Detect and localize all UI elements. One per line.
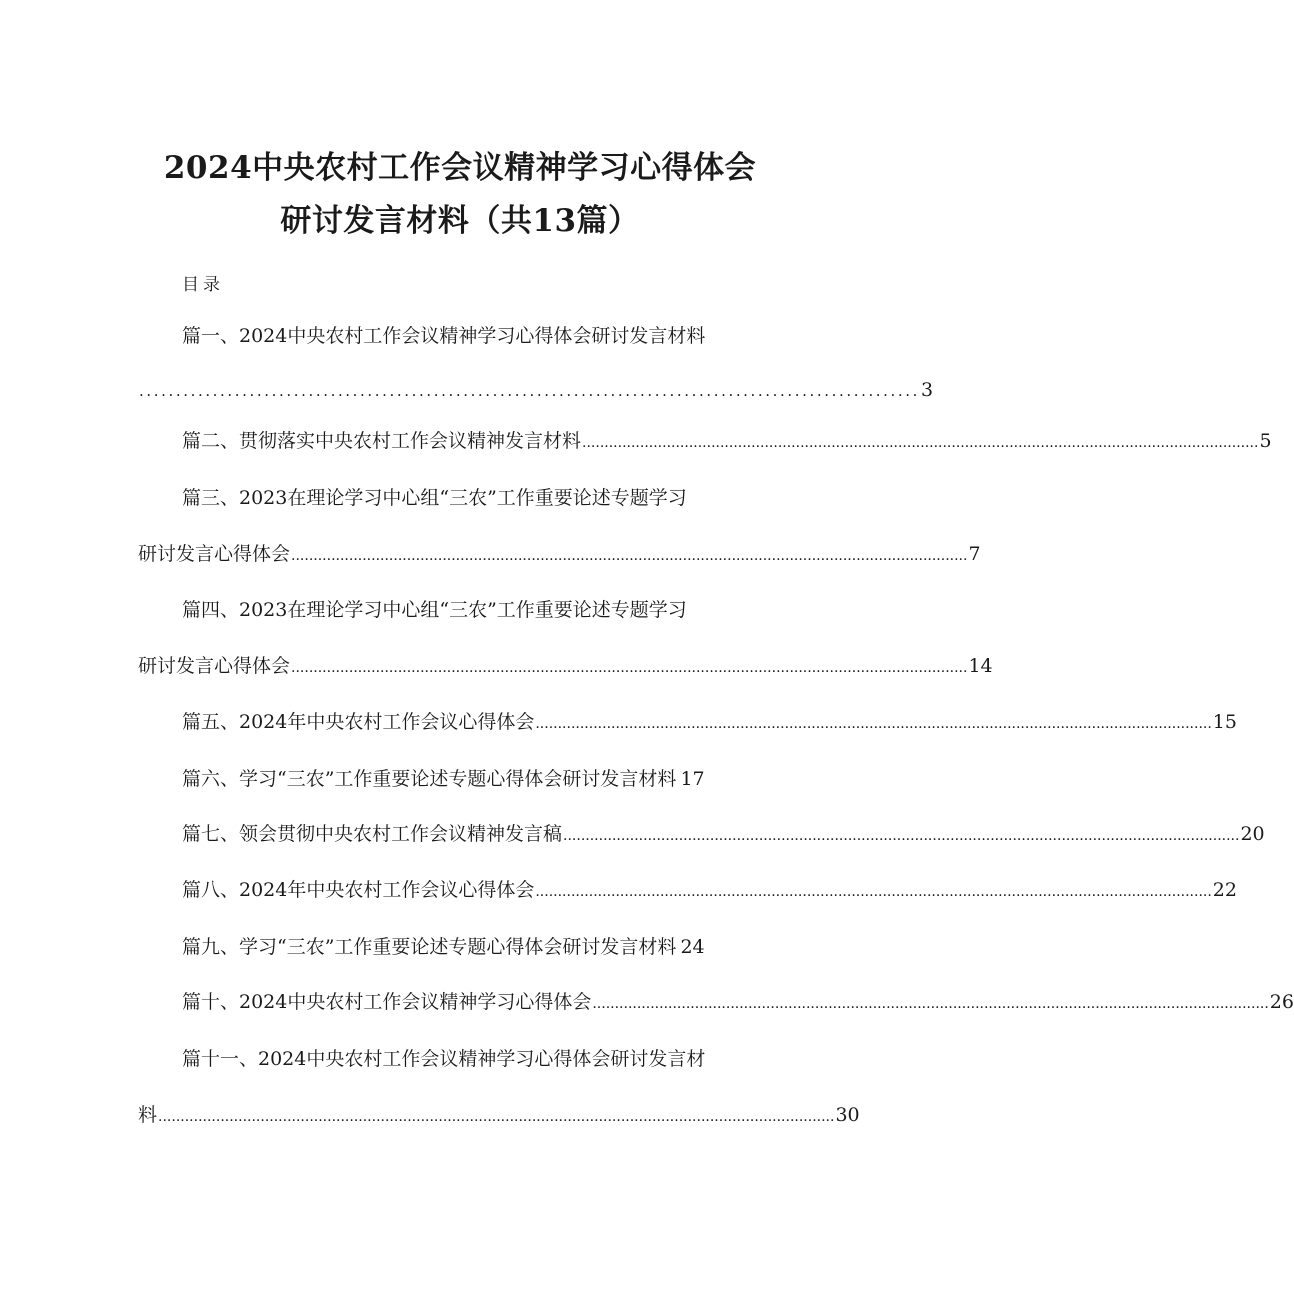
toc-entry-8[interactable] <box>182 875 1237 905</box>
toc-entry-5-page: 15 <box>1212 711 1237 733</box>
toc-leader-dots: ........................................................................................................................................................ <box>291 548 968 564</box>
toc-entry-4-page: 14 <box>968 655 993 677</box>
toc-entry-10-page: 26 <box>1269 991 1294 1013</box>
toc-entry-11-title: 篇十一、2024中央农村工作会议精神学习心得体会研讨发言材 <box>182 1048 706 1070</box>
toc-entry-7[interactable] <box>182 819 1265 849</box>
toc-entry-2-page: 5 <box>1259 430 1272 452</box>
toc-leader-dots: ........................................................................................................................................................ <box>535 884 1212 900</box>
document-title-line-1: 2024中央农村工作会议精神学习心得体会 <box>163 150 757 186</box>
toc-entry-5-title: 篇五、2024年中央农村工作会议心得体会 <box>182 711 535 733</box>
toc-entry-8-page: 22 <box>1212 879 1237 901</box>
toc-entry-9[interactable] <box>182 932 705 962</box>
toc-entry-3[interactable] <box>182 483 687 513</box>
document-title-line-2: 研讨发言材料（共13篇） <box>280 203 640 239</box>
toc-entry-11-continuation[interactable] <box>138 1100 860 1130</box>
toc-entry-1-title: 篇一、2024中央农村工作会议精神学习心得体会研讨发言材料 <box>182 325 706 347</box>
toc-entry-3-title-cont: 研讨发言心得体会 <box>138 543 291 565</box>
toc-entry-8-title: 篇八、2024年中央农村工作会议心得体会 <box>182 879 535 901</box>
toc-entry-3-continuation[interactable] <box>138 539 981 569</box>
toc-leader-dots: ........................................................................................................................................................ <box>158 1109 835 1125</box>
toc-entry-6-title: 篇六、学习“三农”工作重要论述专题心得体会研讨发言材料 <box>182 768 677 790</box>
toc-entry-11-page: 30 <box>835 1104 860 1126</box>
toc-leader-dots: .......................................................................................................... <box>139 382 921 400</box>
toc-entry-4-continuation[interactable] <box>138 651 993 681</box>
toc-entry-9-title: 篇九、学习“三农”工作重要论述专题心得体会研讨发言材料 <box>182 936 677 958</box>
toc-entry-10[interactable] <box>182 987 1294 1017</box>
toc-leader-dots: ........................................................................................................................................................ <box>563 828 1240 844</box>
toc-entry-9-page: 24 <box>680 936 705 958</box>
toc-leader-dots: ........................................................................................................................................................ <box>592 996 1269 1012</box>
toc-entry-2-title: 篇二、贯彻落实中央农村工作会议精神发言材料 <box>182 430 582 452</box>
toc-entry-1[interactable] <box>182 321 705 351</box>
toc-entry-7-page: 20 <box>1240 823 1265 845</box>
toc-entry-4-title: 篇四、2023在理论学习中心组“三农”工作重要论述专题学习 <box>182 599 687 621</box>
toc-entry-1-page: 3 <box>921 379 934 401</box>
toc-entry-3-title: 篇三、2023在理论学习中心组“三农”工作重要论述专题学习 <box>182 487 687 509</box>
toc-entry-2[interactable] <box>182 426 1272 456</box>
toc-entry-4-title-cont: 研讨发言心得体会 <box>138 655 291 677</box>
toc-entry-6-page: 17 <box>680 768 705 790</box>
toc-entry-7-title: 篇七、领会贯彻中央农村工作会议精神发言稿 <box>182 823 563 845</box>
toc-entry-10-title: 篇十、2024中央农村工作会议精神学习心得体会 <box>182 991 592 1013</box>
toc-entry-4[interactable] <box>182 595 687 625</box>
toc-leader-dots: ........................................................................................................................................................ <box>291 660 968 676</box>
toc-entry-11-title-cont: 料 <box>138 1104 158 1126</box>
toc-heading: 目录 <box>182 275 224 295</box>
toc-leader-dots: ........................................................................................................................................................ <box>535 716 1212 732</box>
toc-entry-3-page: 7 <box>968 543 981 565</box>
toc-entry-6[interactable] <box>182 764 705 794</box>
toc-entry-5[interactable] <box>182 707 1237 737</box>
toc-entry-11[interactable] <box>182 1044 705 1074</box>
toc-entry-1-continuation[interactable] <box>138 375 934 405</box>
toc-leader-dots: ........................................................................................................................................................ <box>582 435 1259 451</box>
